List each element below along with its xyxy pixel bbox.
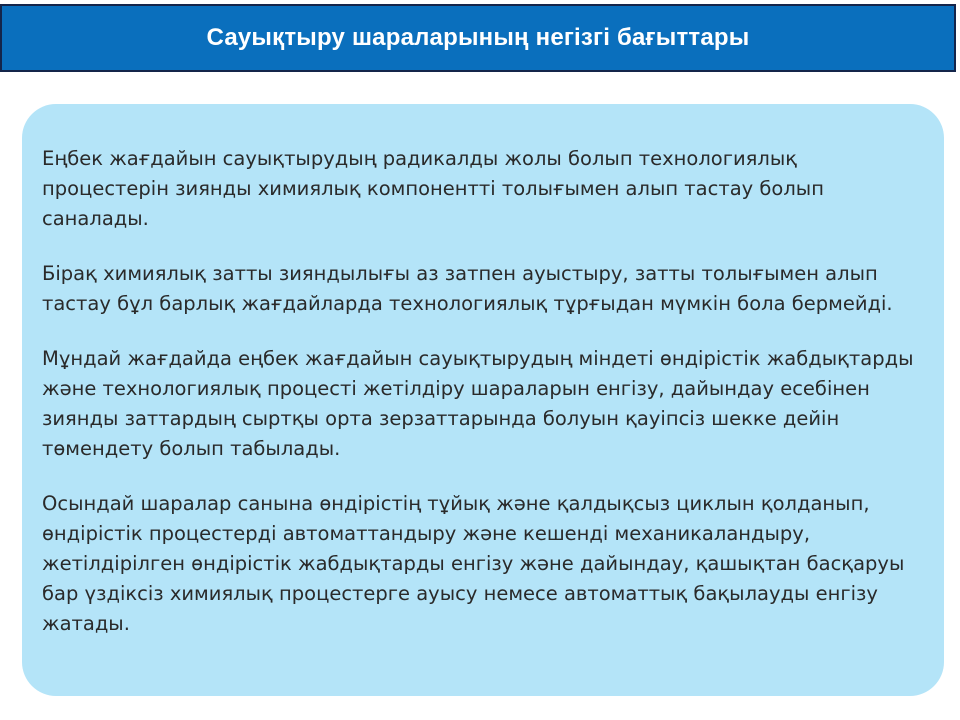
title-bar	[0, 4, 956, 72]
slide-title: Сауықтыру шараларының негізгі бағыттары	[206, 24, 750, 51]
content-panel	[22, 104, 944, 696]
paragraph-1: Еңбек жағдайын сауықтырудың радикалды жолы болып технологиялық процестерін зиянды химиялық компонентті толығымен алып тастау болып саналады.	[42, 147, 824, 230]
paragraph-2: Бірақ химиялық затты зияндылығы аз затпен ауыстыру, затты толығымен алып тастау бұл барлық жағдайларда технологиялық тұрғыдан мүмкін бола бермейді.	[42, 262, 893, 315]
paragraph-3: Мұндай жағдайда еңбек жағдайын сауықтырудың міндеті өндірістік жабдықтарды және технологиялық процесті жетілдіру шараларын енгізу, дайындау есебінен зиянды заттардың сыртқы орта зерзаттарында болуын қауіпсіз шекке дейін төмендету болып табылады.	[42, 347, 914, 460]
paragraph-4: Осындай шаралар санына өндірістің тұйық және қалдықсыз циклын қолданып, өндірістік процестерді автоматтандыру және кешенді механикаландыру, жетілдірілген өндірістік жабдықтарды енгізу және дайындау, қашықтан басқаруы бар үздіксіз химиялық процестерге ауысу немесе автоматтық бақылауды енгізу жатады.	[42, 492, 905, 635]
